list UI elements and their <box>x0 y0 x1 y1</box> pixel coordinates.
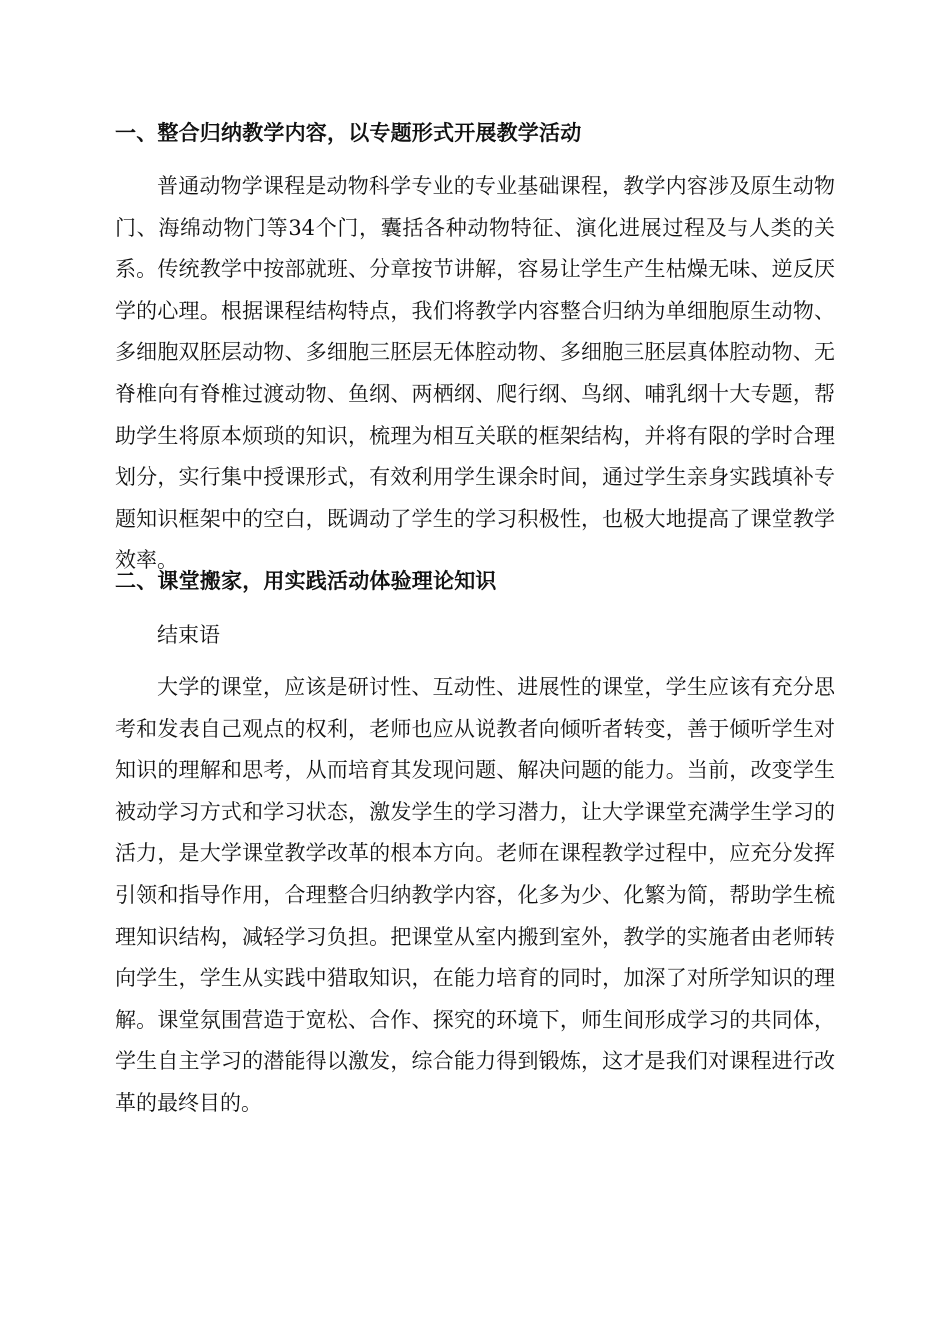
paragraph-course-content: 普通动物学课程是动物科学专业的专业基础课程，教学内容涉及原生动物门、海绵动物门等34个门，囊括各种动物特征、演化进展过程及与人类的关系。传统教学中按部就班、分章按节讲解，容易让学生产生枯燥无味、逆反厌学的心理。根据课程结构特点，我们将教学内容整合归纳为单细胞原生动物、多细胞双胚层动物、多细胞三胚层无体腔动物、多细胞三胚层真体腔动物、无脊椎向有脊椎过渡动物、鱼纲、两栖纲、爬行纲、鸟纲、哺乳纲十大专题，帮助学生将原本烦琐的知识，梳理为相互关联的框架结构，并将有限的学时合理划分，实行集中授课形式，有效利用学生课余时间，通过学生亲身实践填补专题知识框架中的空白，既调动了学生的学习积极性，也极大地提高了课堂教学效率。 <box>115 174 835 573</box>
paragraph-conclusion: 大学的课堂，应该是研讨性、互动性、进展性的课堂，学生应该有充分思考和发表自己观点的权利，老师也应从说教者向倾听者转变，善于倾听学生对知识的理解和思考，从而培育其发现问题、解决问题的能力。当前，改变学生被动学习方式和学习状态，激发学生的学习潜力，让大学课堂充满学生学习的活力，是大学课堂教学改革的根本方向。老师在课程教学过程中，应充分发挥引领和指导作用，合理整合归纳教学内容，化多为少、化繁为简，帮助学生梳理知识结构，减轻学习负担。把课堂从室内搬到室外，教学的实施者由老师转向学生，学生从实践中猎取知识，在能力培育的同时，加深了对所学知识的理解。课堂氛围营造于宽松、合作、探究的环境下，师生间形成学习的共同体，学生自主学习的潜能得以激发，综合能力得到锻炼，这才是我们对课程进行改革的最终目的。 <box>115 675 835 1115</box>
conclusion-title: 结束语 <box>157 623 220 647</box>
section-heading-1: 一、整合归纳教学内容，以专题形式开展教学活动 <box>115 121 582 145</box>
section-heading-2: 二、课堂搬家，用实践活动体验理论知识 <box>115 569 497 593</box>
